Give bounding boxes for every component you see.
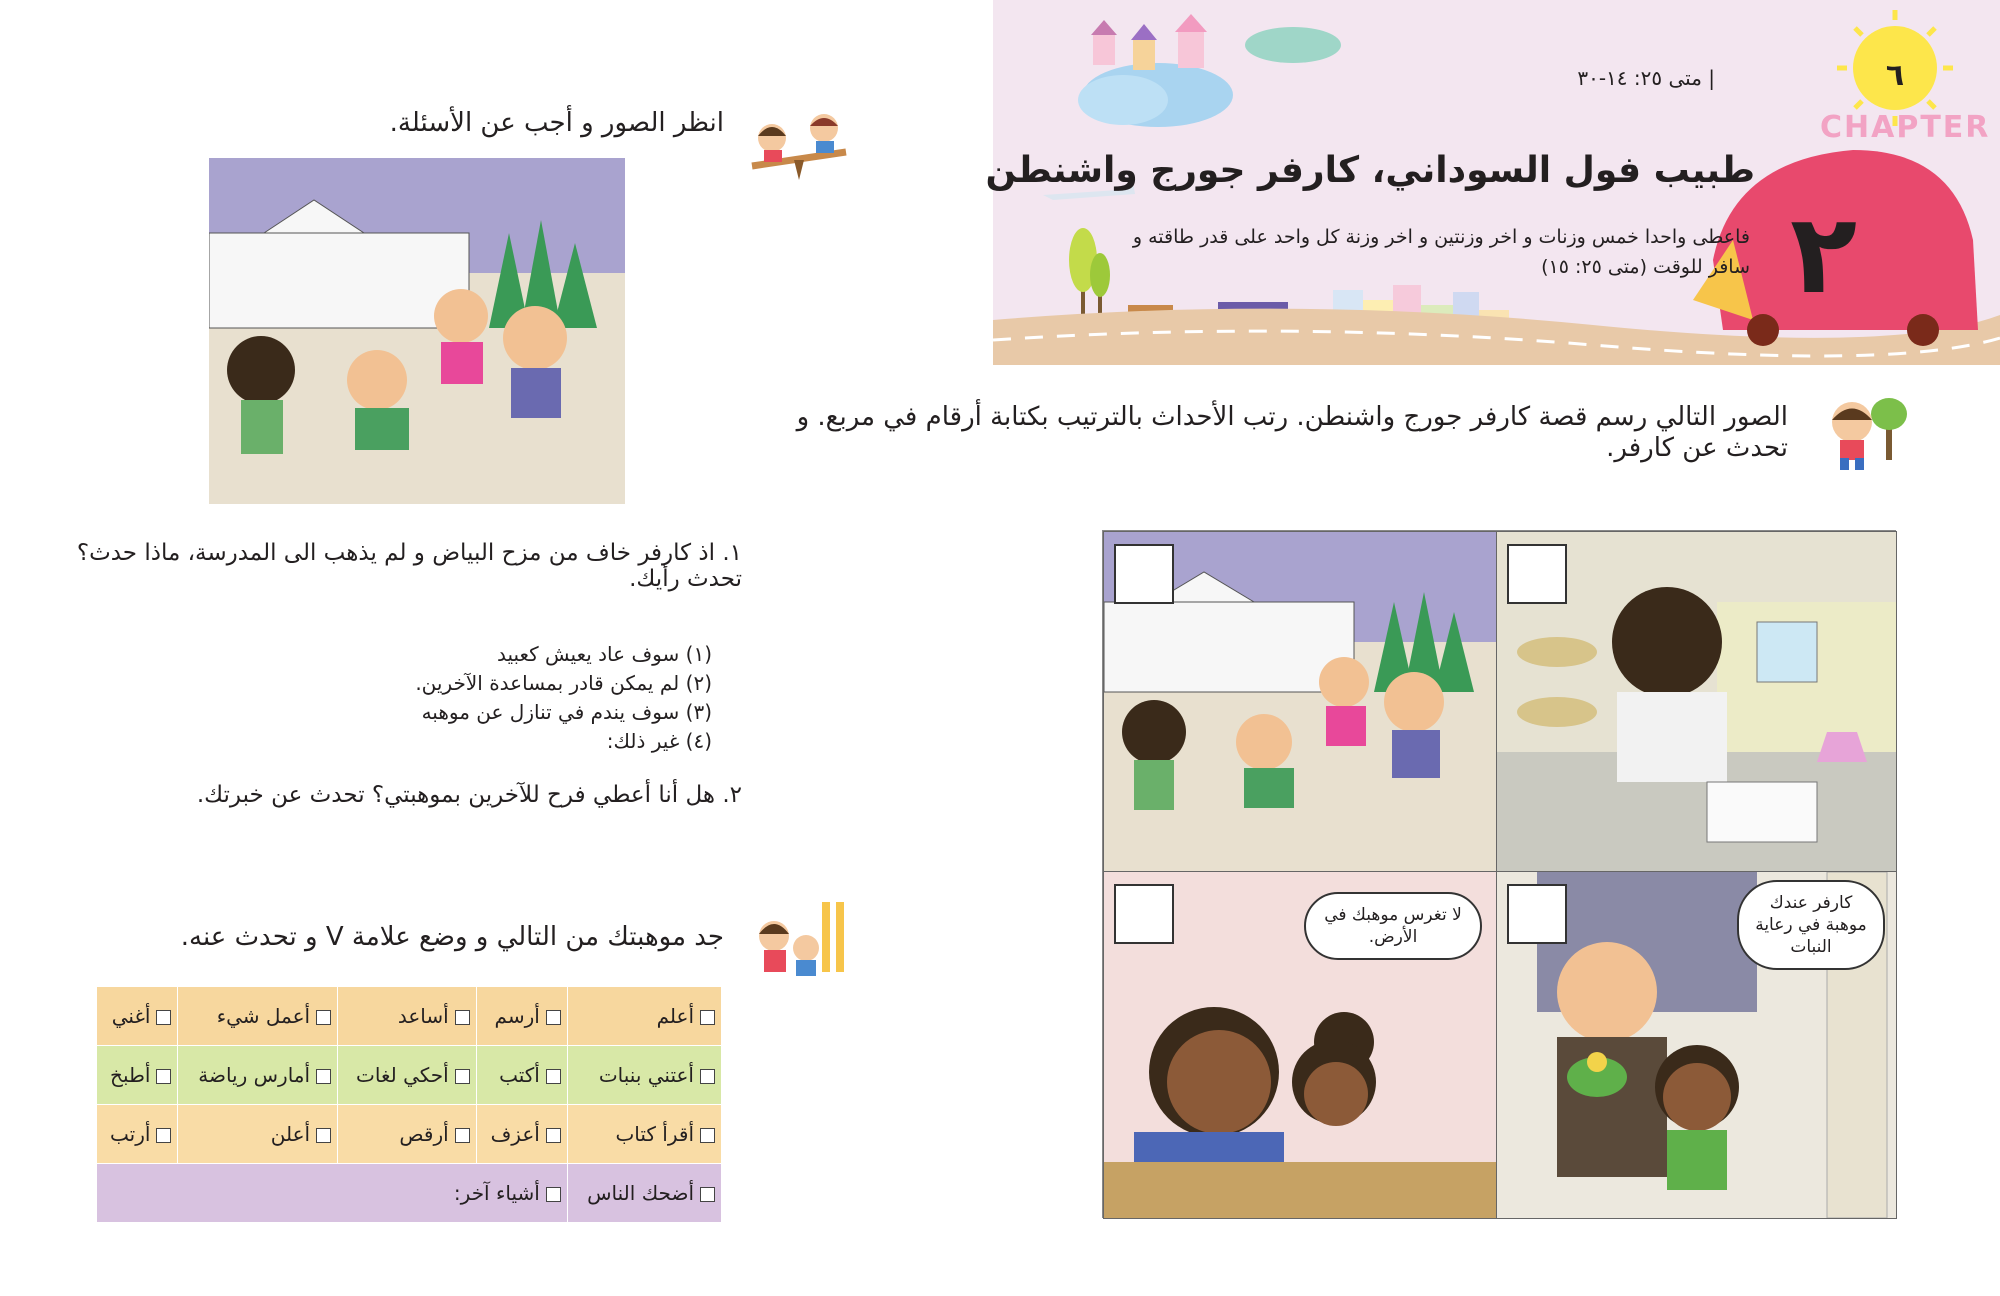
- talent-cell[interactable]: أساعد: [338, 987, 477, 1046]
- talent-cell-other[interactable]: أشياء آخر:: [97, 1164, 568, 1223]
- checkbox-icon[interactable]: [700, 1187, 715, 1202]
- checkbox-icon[interactable]: [546, 1187, 561, 1202]
- table-row: [97, 1105, 722, 1164]
- option-1[interactable]: (١) سوف عاد يعيش كعبيد: [496, 642, 712, 666]
- talent-cell[interactable]: أعمل شيء: [178, 987, 338, 1046]
- talent-cell[interactable]: أقرأ كتاب: [567, 1105, 721, 1164]
- checkbox-icon[interactable]: [546, 1069, 561, 1084]
- talent-cell[interactable]: أرقص: [338, 1105, 477, 1164]
- children-seesaw-icon: [744, 104, 854, 184]
- checkbox-icon[interactable]: [700, 1069, 715, 1084]
- checkbox-icon[interactable]: [455, 1128, 470, 1143]
- comic-strip: [1102, 530, 1896, 1218]
- children-playing-icon: [744, 896, 854, 980]
- talent-cell[interactable]: أطبخ: [97, 1046, 178, 1105]
- talent-checklist: [96, 986, 722, 1223]
- talent-cell[interactable]: أعزف: [476, 1105, 567, 1164]
- table-row: [97, 1164, 722, 1223]
- comic-panel-scientist: [1496, 531, 1897, 873]
- talent-cell[interactable]: أضحك الناس: [567, 1164, 721, 1223]
- answer-options: [415, 640, 712, 756]
- talent-cell[interactable]: أعتني بنبات: [567, 1046, 721, 1105]
- instruction-order-events: الصور التالي رسم قصة كارفر جورج واشنطن. رتب الأحداث بالترتيب بكتابة أرقام في مربع. و تحدث عن كارفر.: [796, 402, 1788, 463]
- instruction-look-answer: انظر الصور و أجب عن الأسئلة.: [389, 108, 724, 138]
- order-box-1[interactable]: [1114, 544, 1174, 604]
- order-box-3[interactable]: [1114, 884, 1174, 944]
- boy-running-icon: [1812, 392, 1912, 472]
- checkbox-icon[interactable]: [455, 1069, 470, 1084]
- option-3[interactable]: (٣) سوف يندم في تنازل عن موهبه: [421, 700, 712, 724]
- chapter-verse: فاعطى واحدا خمس وزنات و اخر وزنتين و اخر وزنة كل واحد على قدر طاقته و سافر للوقت (متى ٢٥: ١٥): [1132, 226, 1750, 278]
- checkbox-icon[interactable]: [700, 1010, 715, 1025]
- table-row: [97, 987, 722, 1046]
- question-2: ٢. هل أنا أعطي فرح للآخرين بموهبتي؟ تحدث عن خبرتك.: [196, 782, 742, 808]
- option-2[interactable]: (٢) لم يمكن قادر بمساعدة الآخرين.: [415, 671, 712, 695]
- checkbox-icon[interactable]: [316, 1010, 331, 1025]
- checkbox-icon[interactable]: [156, 1010, 171, 1025]
- checkbox-icon[interactable]: [316, 1069, 331, 1084]
- checkbox-icon[interactable]: [546, 1128, 561, 1143]
- checkbox-icon[interactable]: [156, 1069, 171, 1084]
- checkbox-icon[interactable]: [546, 1010, 561, 1025]
- talent-cell[interactable]: أكتب: [476, 1046, 567, 1105]
- question-1: ١. اذ كارفر خاف من مزح البياض و لم يذهب الى المدرسة، ماذا حدث؟ تحدث رأيك.: [76, 540, 742, 592]
- checkbox-icon[interactable]: [700, 1128, 715, 1143]
- comic-panel-plant: [1496, 871, 1897, 1219]
- checkbox-icon[interactable]: [316, 1128, 331, 1143]
- talent-cell[interactable]: أحكي لغات: [338, 1046, 477, 1105]
- talent-cell[interactable]: أعلم: [567, 987, 721, 1046]
- comic-panel-church: [1103, 871, 1498, 1219]
- talent-cell[interactable]: أعلن: [178, 1105, 338, 1164]
- page-number: ٦: [1885, 58, 1905, 93]
- order-box-2[interactable]: [1507, 544, 1567, 604]
- table-row: [97, 1046, 722, 1105]
- talent-cell[interactable]: أرسم: [476, 987, 567, 1046]
- talent-cell[interactable]: أرتب: [97, 1105, 178, 1164]
- talent-cell[interactable]: أمارس رياضة: [178, 1046, 338, 1105]
- chapter-number: ٢: [1790, 190, 1858, 318]
- talent-cell[interactable]: أغني: [97, 987, 178, 1046]
- speech-bubble-plant: كارفر عندك موهبة في رعاية النبات: [1737, 880, 1885, 970]
- chapter-label: CHAPTER: [1820, 110, 1991, 145]
- option-4[interactable]: (٤) غير ذلك:: [606, 729, 712, 753]
- chapter-title: طبيب فول السوداني، كارفر جورج واشنطن: [985, 150, 1755, 191]
- comic-panel-school: [1103, 531, 1498, 873]
- cloud-icon: [1245, 27, 1341, 63]
- checkbox-icon[interactable]: [455, 1010, 470, 1025]
- speech-bubble-church: لا تغرس موهبك في الأرض.: [1304, 892, 1482, 960]
- verse-reference: | متى ٢٥: ١٤-٣٠: [1577, 66, 1715, 90]
- checkbox-icon[interactable]: [156, 1128, 171, 1143]
- school-bullying-picture: [209, 158, 625, 504]
- instruction-find-talent: جد موهبتك من التالي و وضع علامة V و تحدث عنه.: [180, 922, 724, 952]
- order-box-4[interactable]: [1507, 884, 1567, 944]
